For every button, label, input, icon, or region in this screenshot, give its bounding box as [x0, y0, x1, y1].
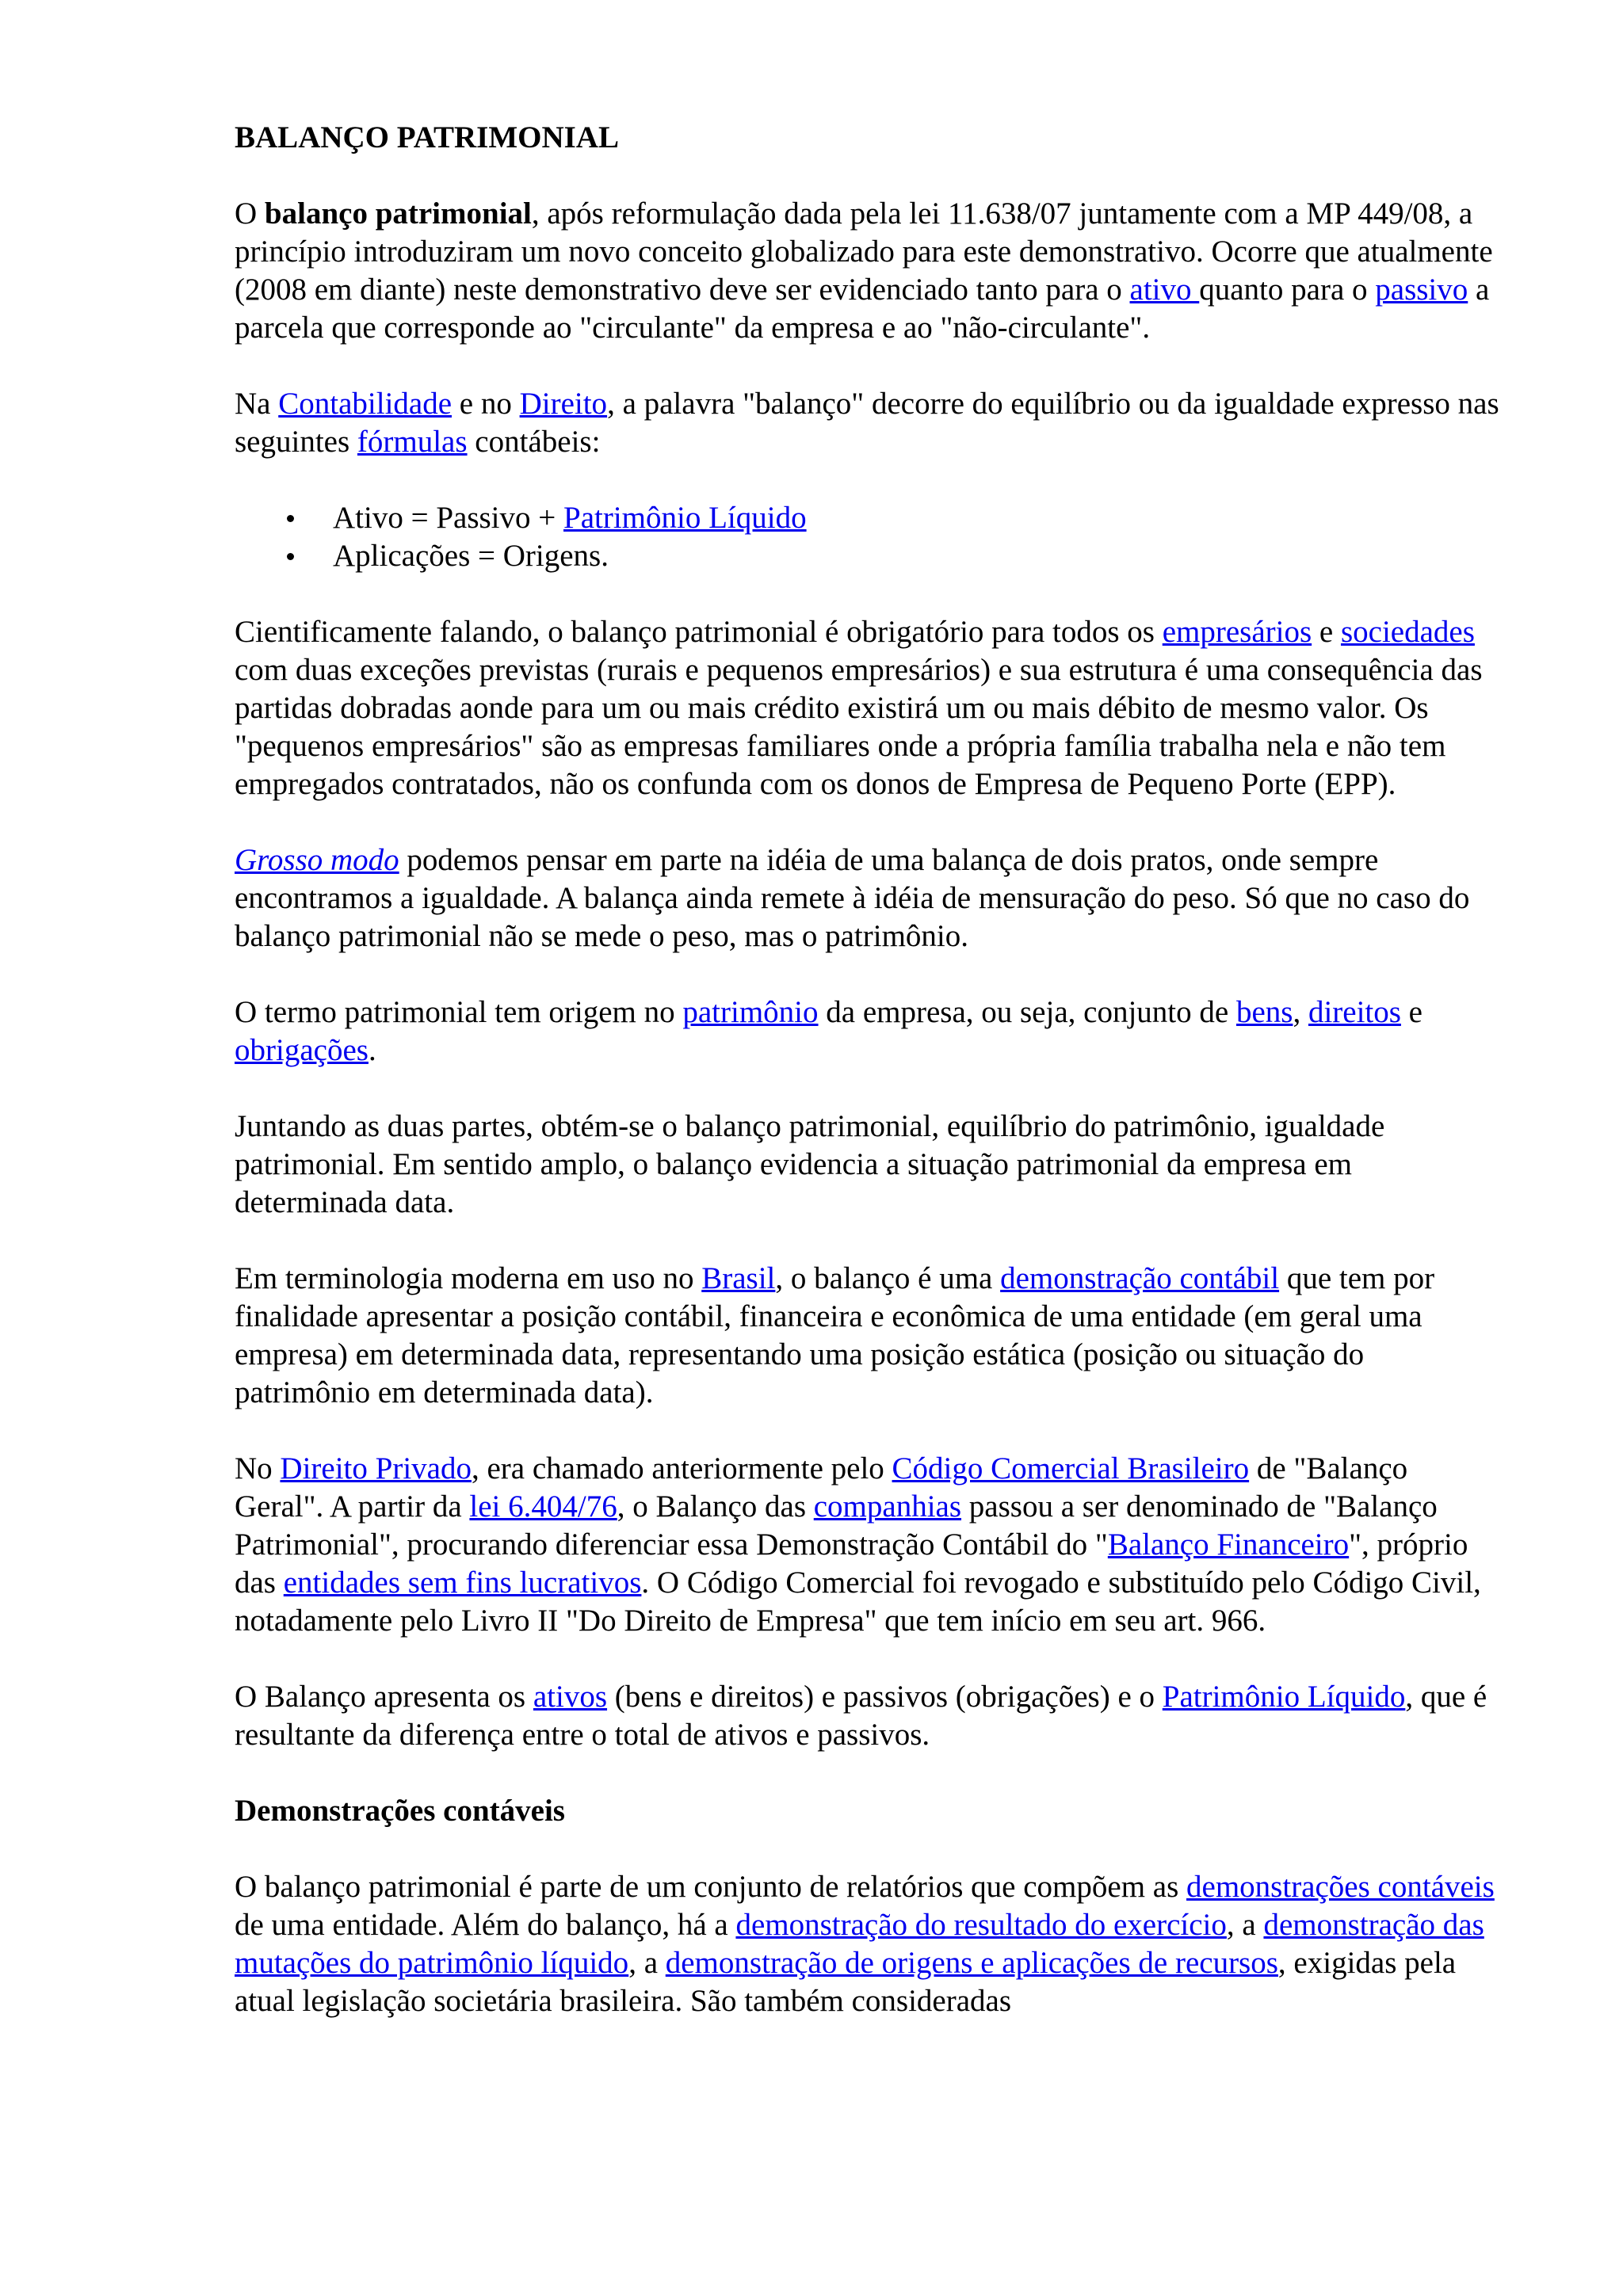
paragraph-grosso-modo: Grosso modo podemos pensar em parte na idéia de uma balança de dois pratos, onde sempre encontramos a igualdade. A balança ainda remete à idéia de mensuração do peso. Só que no caso do balanço patrimonial não se mede o peso, mas o patrimônio.	[235, 843, 1470, 953]
link-obrigacoes[interactable]: obrigações	[235, 1033, 369, 1067]
paragraph-juntando: Juntando as duas partes, obtém-se o balanço patrimonial, equilíbrio do patrimônio, igualdade patrimonial. Em sentido amplo, o balanço evidencia a situação patrimonial da empresa em determinada data.	[235, 1109, 1385, 1219]
link-dmpl[interactable]: demonstração das mutações do patrimônio líquido	[235, 1908, 1484, 1980]
link-patrimonio-liquido[interactable]: Patrimônio Líquido	[563, 501, 807, 535]
list-item: Ativo = Passivo + Patrimônio Líquido	[235, 499, 1503, 537]
link-formulas[interactable]: fórmulas	[357, 425, 468, 459]
link-ativo[interactable]: ativo	[1129, 273, 1200, 307]
link-dre[interactable]: demonstração do resultado do exercício	[735, 1908, 1227, 1942]
link-entidades[interactable]: entidades sem fins lucrativos	[283, 1566, 642, 1600]
link-direito[interactable]: Direito	[519, 387, 608, 421]
paragraph-balanco: Na Contabilidade e no Direito, a palavra "balanço" decorre do equilíbrio ou da igualdade expresso nas seguintes fórmulas contábeis:	[235, 387, 1499, 459]
link-empresarios[interactable]: empresários	[1162, 615, 1312, 649]
paragraph-termo: O termo patrimonial tem origem no patrimônio da empresa, ou seja, conjunto de bens, direitos e obrigações.	[235, 995, 1423, 1067]
link-demonstracoes[interactable]: demonstrações contáveis	[1186, 1870, 1495, 1904]
paragraph-terminologia: Em terminologia moderna em uso no Brasil, o balanço é uma demonstração contábil que tem por finalidade apresentar a posição contábil, financeira e econômica de uma entidade (em geral uma empresa) em determinada data, representando uma posição estática (posição ou situação do patrimônio em determinada data).	[235, 1261, 1435, 1409]
link-patrimonio[interactable]: patrimônio	[682, 995, 819, 1029]
link-companhias[interactable]: companhias	[813, 1489, 962, 1524]
bullet-icon	[287, 553, 294, 560]
link-direito-privado[interactable]: Direito Privado	[280, 1451, 472, 1486]
paragraph-intro: O balanço patrimonial, após reformulação dada pela lei 11.638/07 juntamente com a MP 449/08, a princípio introduziram um novo conceito globalizado para este demonstrativo. Ocorre que atualmente (2008 em diante) neste demonstrativo deve ser evidenciado tanto para o ativo quanto para o passivo a parcela que corresponde ao "circulante" da empresa e ao "não-circulante".	[235, 196, 1493, 345]
document-page	[235, 119, 1503, 2058]
section-heading: Demonstrações contáveis	[235, 1794, 565, 1828]
paragraph-demonstracoes: O balanço patrimonial é parte de um conjunto de relatórios que compõem as demonstrações contáveis de uma entidade. Além do balanço, há a demonstração do resultado do exercício, a demonstração das mutações do patrimônio líquido, a demonstração de origens e aplicações de recursos, exigidas pela atual legislação societária brasileira. São também consideradas	[235, 1870, 1495, 2018]
document-title: BALANÇO PATRIMONIAL	[235, 120, 619, 154]
link-brasil[interactable]: Brasil	[701, 1261, 776, 1295]
link-pl[interactable]: Patrimônio Líquido	[1162, 1680, 1406, 1714]
link-ativos[interactable]: ativos	[533, 1680, 608, 1714]
bold-term: balanço patrimonial	[264, 196, 532, 231]
paragraph-direito-privado: No Direito Privado, era chamado anteriormente pelo Código Comercial Brasileiro de "Balanço Geral". A partir da lei 6.404/76, o Balanço das companhias passou a ser denominado de "Balanço Patrimonial", procurando diferenciar essa Demonstração Contábil do "Balanço Financeiro", próprio das entidades sem fins lucrativos. O Código Comercial foi revogado e substituído pelo Código Civil, notadamente pelo Livro II "Do Direito de Empresa" que tem início em seu art. 966.	[235, 1451, 1481, 1638]
link-direitos[interactable]: direitos	[1308, 995, 1401, 1029]
paragraph-obrigatorio: Cientificamente falando, o balanço patrimonial é obrigatório para todos os empresários e sociedades com duas exceções previstas (rurais e pequenos empresários) e sua estrutura é uma consequência das partidas dobradas aonde para um ou mais crédito existirá um ou mais débito de mesmo valor. Os "pequenos empresários" são as empresas familiares onde a própria família trabalha nela e não tem empregados contratados, não os confunda com os donos de Empresa de Pequeno Porte (EPP).	[235, 615, 1483, 801]
link-contabilidade[interactable]: Contabilidade	[278, 387, 453, 421]
link-lei[interactable]: lei 6.404/76	[469, 1489, 617, 1524]
link-demonstracao-contabil[interactable]: demonstração contábil	[1000, 1261, 1280, 1295]
link-doar[interactable]: demonstração de origens e aplicações de recursos	[665, 1946, 1278, 1980]
link-bens[interactable]: bens	[1235, 995, 1293, 1029]
link-codigo-comercial[interactable]: Código Comercial Brasileiro	[892, 1451, 1250, 1486]
bullet-icon	[287, 515, 294, 522]
paragraph-apresenta: O Balanço apresenta os ativos (bens e direitos) e passivos (obrigações) e o Patrimônio Líquido, que é resultante da diferença entre o total de ativos e passivos.	[235, 1680, 1487, 1752]
link-grosso-modo[interactable]: Grosso modo	[235, 843, 399, 877]
link-balanco-financeiro[interactable]: Balanço Financeiro	[1107, 1527, 1350, 1562]
list-item: Aplicações = Origens.	[235, 537, 1503, 575]
link-sociedades[interactable]: sociedades	[1340, 615, 1475, 649]
link-passivo[interactable]: passivo	[1375, 273, 1468, 307]
formula-list	[235, 499, 1503, 575]
